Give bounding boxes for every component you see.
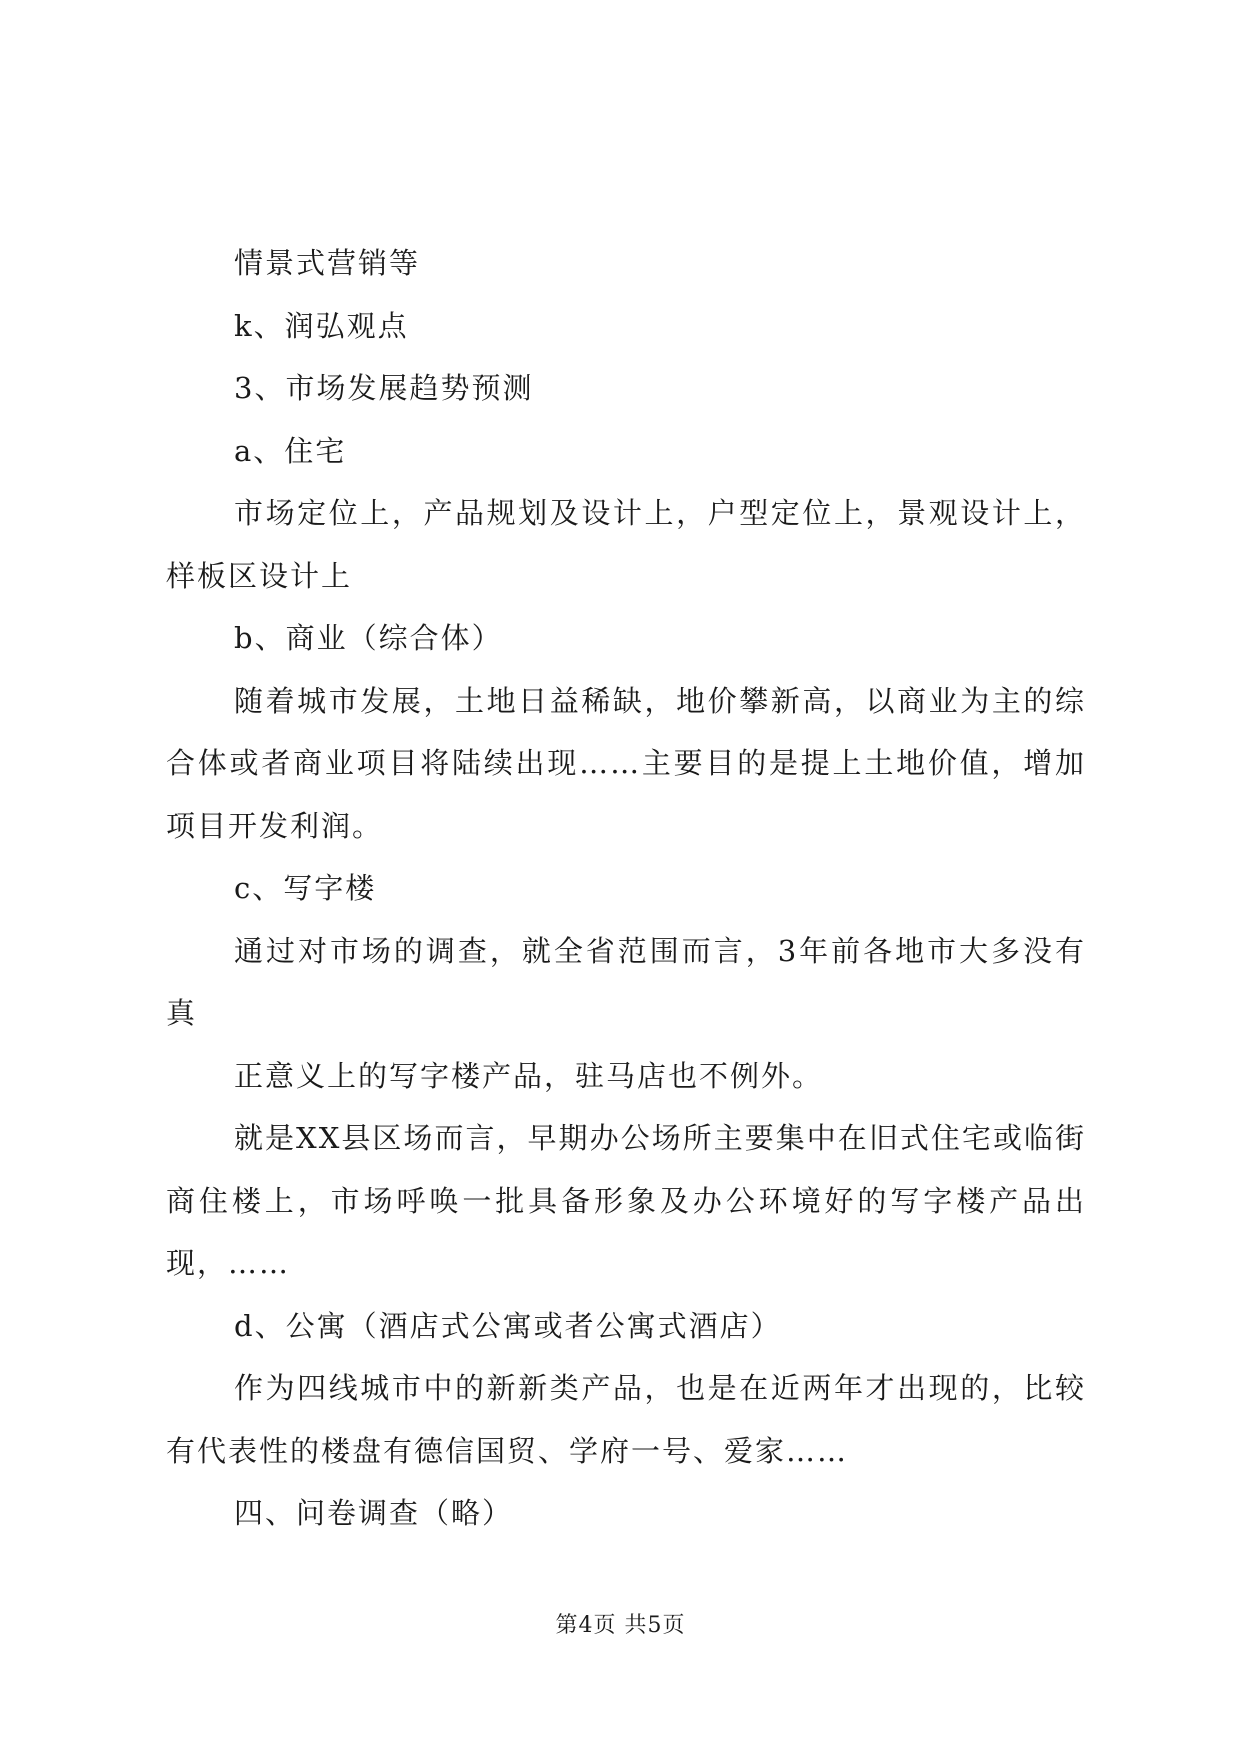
document-body: [166, 232, 1086, 1545]
paragraph: c、写字楼: [234, 871, 377, 905]
paragraph: 3、市场发展趋势预测: [234, 371, 534, 405]
paragraph: b、商业（综合体）: [234, 621, 503, 655]
paragraph: 四、问卷调查（略）: [234, 1496, 514, 1530]
paragraph: 随着城市发展，土地日益稀缺，地价攀新高，以商业为主的综合体或者商业项目将陆续出现……主要目的是提上土地价值，增加项目开发利润。: [166, 683, 1086, 843]
paragraph: d、公寓（酒店式公寓或者公寓式酒店）: [234, 1308, 782, 1343]
paragraph: 市场定位上，产品规划及设计上，户型定位上，景观设计上，样板区设计上: [166, 496, 1086, 593]
paragraph: 正意义上的写字楼产品，驻马店也不例外。: [234, 1058, 824, 1093]
page-number-footer: 第4页 共5页: [555, 1613, 686, 1638]
paragraph: 通过对市场的调查，就全省范围而言，3年前各地市大多没有真: [166, 933, 1086, 1030]
paragraph: k、润弘观点: [234, 308, 409, 343]
paragraph: a、住宅: [234, 433, 347, 468]
paragraph: 作为四线城市中的新新类产品，也是在近两年才出现的，比较有代表性的楼盘有德信国贸、学府一号、爱家……: [166, 1371, 1086, 1468]
paragraph: 就是XX县区场而言，早期办公场所主要集中在旧式住宅或临街商住楼上，市场呼唤一批具备形象及办公环境好的写字楼产品出现，……: [166, 1121, 1086, 1280]
paragraph: 情景式营销等: [234, 246, 421, 280]
